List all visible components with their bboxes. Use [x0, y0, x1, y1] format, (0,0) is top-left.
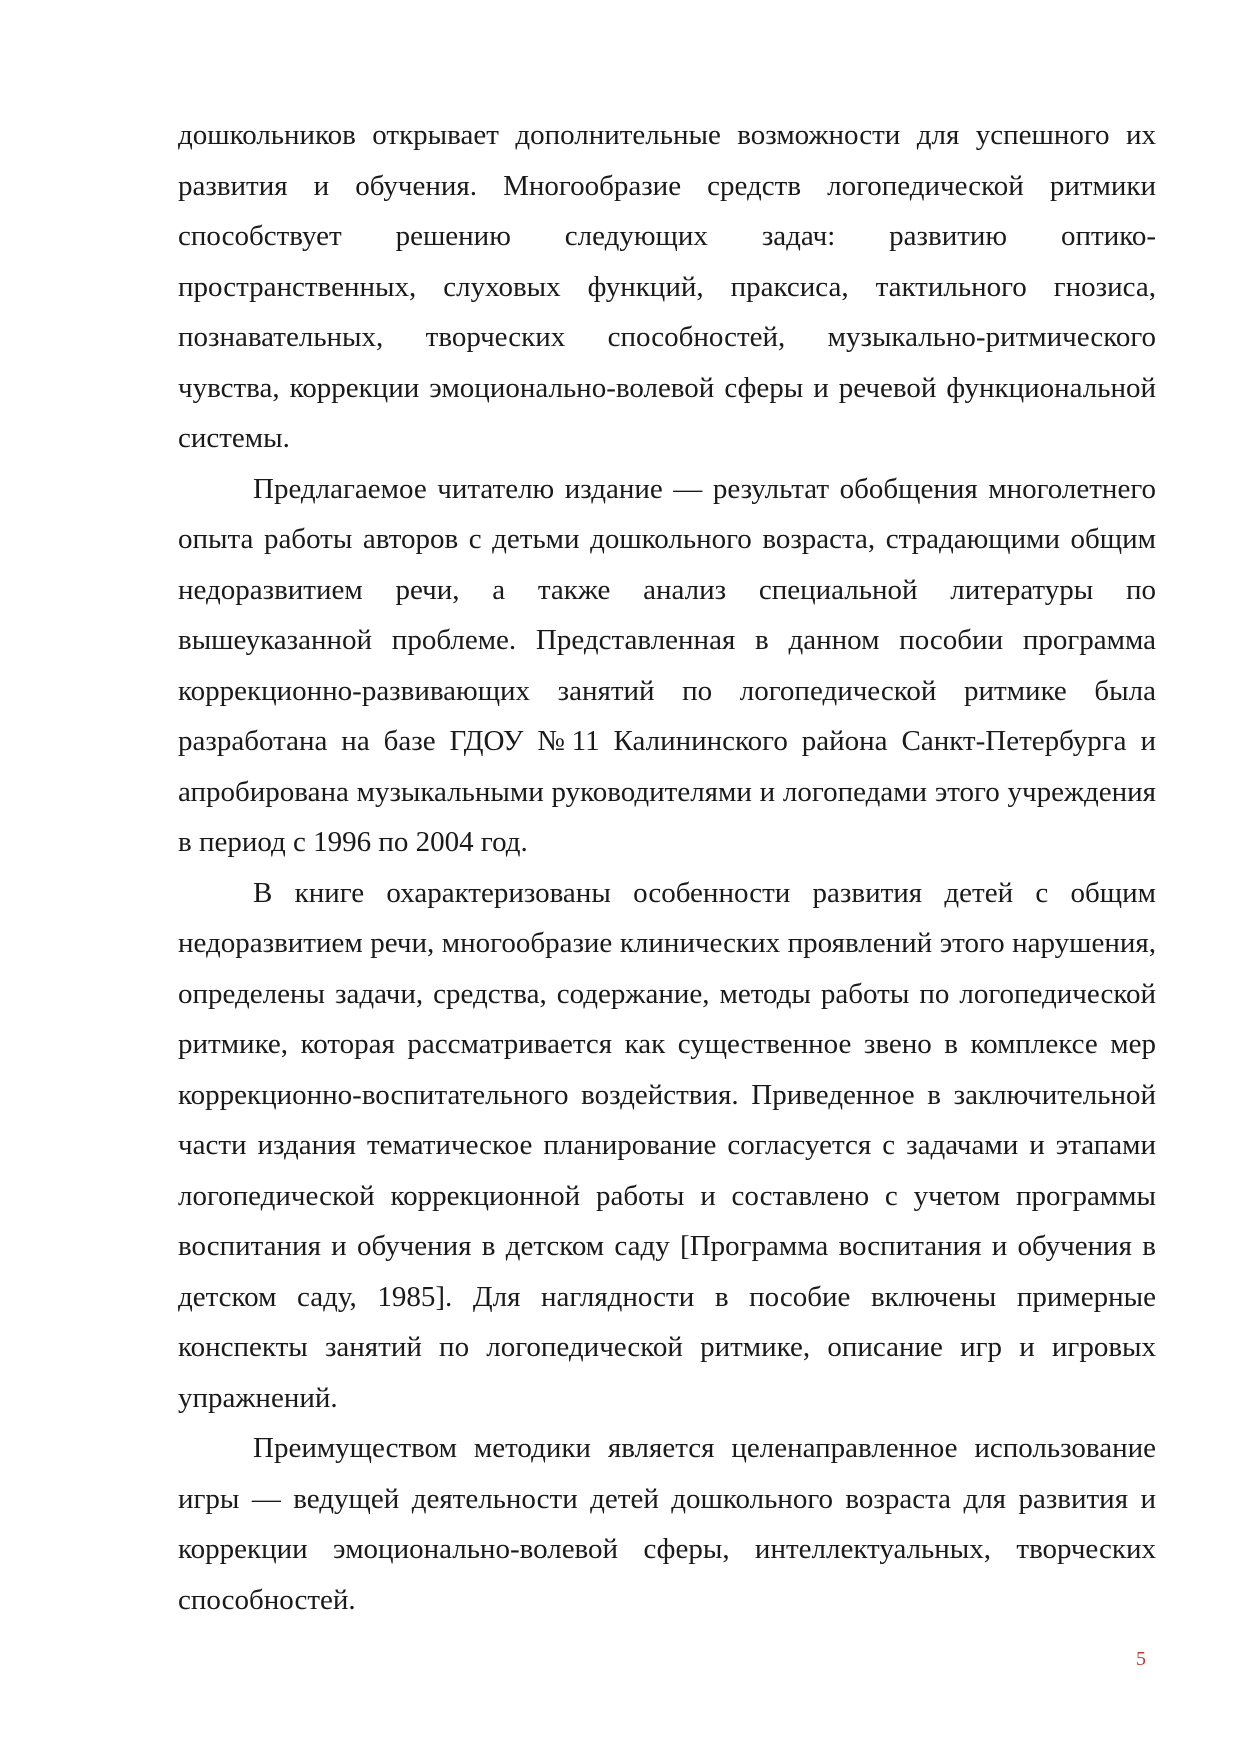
paragraph-3: В книге охарактеризованы особенности развития детей с общим недоразвитием речи, многообразие клинических проявлений этого нарушения, определены задачи, средства, содержание, методы работы по логопедической ритмике, которая рассматривается как существенное звено в комплексе мер коррекционно-воспитательного воздействия. Приведенное в заключительной части издания тематическое планирование согласуется с задачами и этапами логопедической коррекционной работы и составлено с учетом программы воспитания и обучения в детском саду [Программа воспитания и обучения в детском саду, 1985]. Для наглядности в пособие включены примерные конспекты занятий по логопедической ритмике, описание игр и игровых упражнений.: [178, 876, 1156, 1414]
paragraph-2: Предлагаемое читателю издание — результат обобщения многолетнего опыта работы авторов с детьми дошкольного возраста, страдающими общим недоразвитием речи, а также анализ специальной литературы по вышеуказанной проблеме. Представленная в данном пособии программа коррекционно-развивающих занятий по логопедической ритмике была разработана на базе ГДОУ №11 Калининского района Санкт-Петербурга и апробирована музыкальными руководителями и логопедами этого учреждения в период с 1996 по 2004 год.: [178, 472, 1156, 858]
body-text: [178, 110, 1156, 1625]
paragraph-4: Преимуществом методики является целенаправленное использование игры — ведущей деятельности детей дошкольного возраста для развития и коррекции эмоционально-волевой сферы, интеллектуальных, творческих способностей.: [178, 1432, 1156, 1616]
paragraph-1: дошкольников открывает дополнительные возможности для успешного их развития и обучения. Многообразие средств логопедической ритмики способствует решению следующих задач: развитию оптико-пространственных, слуховых функций, праксиса, тактильного гнозиса, познавательных, творческих способностей, музыкально-ритмического чувства, коррекции эмоционально-волевой сферы и речевой функциональной системы.: [178, 119, 1156, 454]
page-number: 5: [1136, 1648, 1146, 1670]
